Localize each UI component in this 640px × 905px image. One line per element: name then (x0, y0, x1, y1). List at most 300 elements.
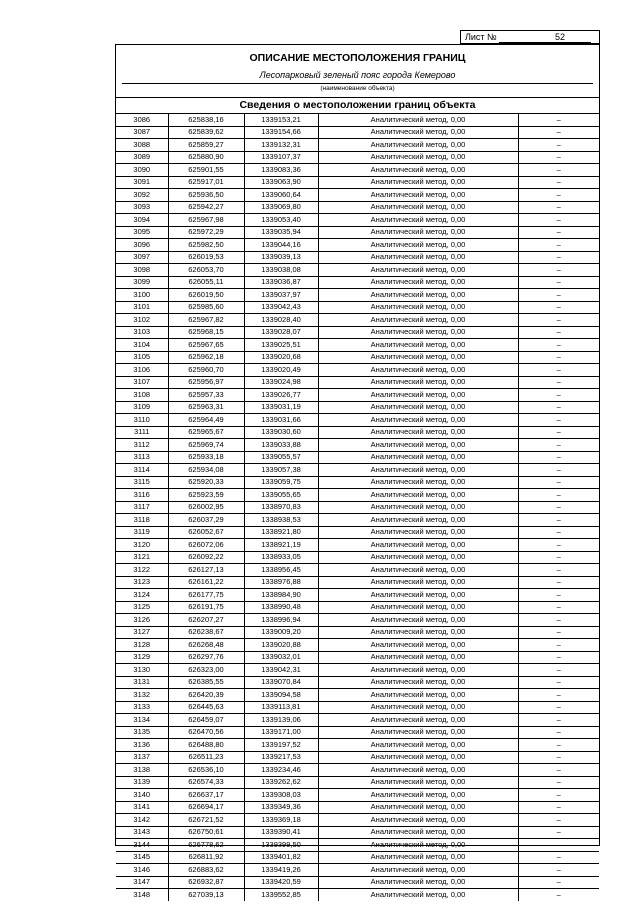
x-coordinate-cell: 625982,50 (168, 239, 244, 252)
method-accuracy-cell: Аналитический метод, 0,00 (318, 426, 518, 439)
description-cell: – (518, 626, 599, 639)
description-cell: – (518, 289, 599, 302)
method-accuracy-cell: Аналитический метод, 0,00 (318, 326, 518, 339)
x-coordinate-cell: 626385,55 (168, 676, 244, 689)
method-accuracy-cell: Аналитический метод, 0,00 (318, 176, 518, 189)
table-row (116, 789, 599, 802)
x-coordinate-cell: 625901,55 (168, 164, 244, 177)
point-number-cell: 3122 (116, 564, 168, 577)
y-coordinate-cell: 1339349,36 (244, 801, 318, 814)
y-coordinate-cell: 1339139,06 (244, 714, 318, 727)
x-coordinate-cell: 626002,95 (168, 501, 244, 514)
y-coordinate-cell: 1338970,83 (244, 501, 318, 514)
y-coordinate-cell: 1339028,40 (244, 314, 318, 327)
method-accuracy-cell: Аналитический метод, 0,00 (318, 876, 518, 889)
x-coordinate-cell: 625838,16 (168, 114, 244, 126)
point-number-cell: 3131 (116, 676, 168, 689)
table-row (116, 376, 599, 389)
method-accuracy-cell: Аналитический метод, 0,00 (318, 539, 518, 552)
x-coordinate-cell: 626092,22 (168, 551, 244, 564)
point-number-cell: 3137 (116, 751, 168, 764)
point-number-cell: 3109 (116, 401, 168, 414)
x-coordinate-cell: 626127,13 (168, 564, 244, 577)
x-coordinate-cell: 625880,90 (168, 151, 244, 164)
y-coordinate-cell: 1339036,87 (244, 276, 318, 289)
table-row (116, 214, 599, 227)
table-row (116, 526, 599, 539)
table-row (116, 476, 599, 489)
point-number-cell: 3105 (116, 351, 168, 364)
point-number-cell: 3123 (116, 576, 168, 589)
table-row (116, 326, 599, 339)
y-coordinate-cell: 1338984,90 (244, 589, 318, 602)
x-coordinate-cell: 625936,50 (168, 189, 244, 202)
x-coordinate-cell: 625965,67 (168, 426, 244, 439)
description-cell: – (518, 676, 599, 689)
description-cell: – (518, 389, 599, 402)
x-coordinate-cell: 625969,74 (168, 439, 244, 452)
description-cell: – (518, 589, 599, 602)
x-coordinate-cell: 625839,62 (168, 126, 244, 139)
description-cell: – (518, 351, 599, 364)
description-cell: – (518, 114, 599, 126)
method-accuracy-cell: Аналитический метод, 0,00 (318, 639, 518, 652)
y-coordinate-cell: 1339044,16 (244, 239, 318, 252)
method-accuracy-cell: Аналитический метод, 0,00 (318, 514, 518, 527)
method-accuracy-cell: Аналитический метод, 0,00 (318, 864, 518, 877)
method-accuracy-cell: Аналитический метод, 0,00 (318, 214, 518, 227)
x-coordinate-cell: 626721,52 (168, 814, 244, 827)
method-accuracy-cell: Аналитический метод, 0,00 (318, 139, 518, 152)
description-cell: – (518, 164, 599, 177)
description-cell: – (518, 514, 599, 527)
table-row (116, 851, 599, 864)
x-coordinate-cell: 626037,29 (168, 514, 244, 527)
x-coordinate-cell: 626536,10 (168, 764, 244, 777)
x-coordinate-cell: 626445,63 (168, 701, 244, 714)
method-accuracy-cell: Аналитический метод, 0,00 (318, 576, 518, 589)
point-number-cell: 3103 (116, 326, 168, 339)
table-row (116, 301, 599, 314)
method-accuracy-cell: Аналитический метод, 0,00 (318, 789, 518, 802)
x-coordinate-cell: 626778,62 (168, 839, 244, 852)
y-coordinate-cell: 1339009,20 (244, 626, 318, 639)
point-number-cell: 3099 (116, 276, 168, 289)
table-row (116, 689, 599, 702)
description-cell: – (518, 476, 599, 489)
description-cell: – (518, 276, 599, 289)
table-row (116, 501, 599, 514)
object-name-underline (122, 83, 593, 84)
table-row (116, 614, 599, 627)
table-row (116, 551, 599, 564)
y-coordinate-cell: 1338956,45 (244, 564, 318, 577)
x-coordinate-cell: 626072,06 (168, 539, 244, 552)
y-coordinate-cell: 1338938,53 (244, 514, 318, 527)
description-cell: – (518, 451, 599, 464)
x-coordinate-cell: 625964,49 (168, 414, 244, 427)
x-coordinate-cell: 625957,33 (168, 389, 244, 402)
method-accuracy-cell: Аналитический метод, 0,00 (318, 714, 518, 727)
description-cell: – (518, 601, 599, 614)
x-coordinate-cell: 626019,53 (168, 251, 244, 264)
x-coordinate-cell: 626268,48 (168, 639, 244, 652)
y-coordinate-cell: 1339217,53 (244, 751, 318, 764)
description-cell: – (518, 739, 599, 752)
description-cell: – (518, 539, 599, 552)
point-number-cell: 3110 (116, 414, 168, 427)
table-row (116, 676, 599, 689)
description-cell: – (518, 751, 599, 764)
y-coordinate-cell: 1339038,08 (244, 264, 318, 277)
point-number-cell: 3113 (116, 451, 168, 464)
y-coordinate-cell: 1339399,50 (244, 839, 318, 852)
object-name-caption: (наименование объекта) (320, 85, 395, 92)
y-coordinate-cell: 1339070,84 (244, 676, 318, 689)
point-number-cell: 3100 (116, 289, 168, 302)
method-accuracy-cell: Аналитический метод, 0,00 (318, 226, 518, 239)
description-cell: – (518, 201, 599, 214)
description-cell: – (518, 651, 599, 664)
y-coordinate-cell: 1339032,01 (244, 651, 318, 664)
method-accuracy-cell: Аналитический метод, 0,00 (318, 776, 518, 789)
point-number-cell: 3115 (116, 476, 168, 489)
x-coordinate-cell: 625985,60 (168, 301, 244, 314)
y-coordinate-cell: 1339069,80 (244, 201, 318, 214)
x-coordinate-cell: 625920,33 (168, 476, 244, 489)
table-row (116, 464, 599, 477)
description-cell: – (518, 714, 599, 727)
method-accuracy-cell: Аналитический метод, 0,00 (318, 389, 518, 402)
x-coordinate-cell: 626177,75 (168, 589, 244, 602)
x-coordinate-cell: 626053,70 (168, 264, 244, 277)
method-accuracy-cell: Аналитический метод, 0,00 (318, 264, 518, 277)
table-row (116, 514, 599, 527)
sheet-number-box (460, 30, 600, 44)
x-coordinate-cell: 626488,80 (168, 739, 244, 752)
point-number-cell: 3142 (116, 814, 168, 827)
x-coordinate-cell: 625962,18 (168, 351, 244, 364)
method-accuracy-cell: Аналитический метод, 0,00 (318, 414, 518, 427)
description-cell: – (518, 376, 599, 389)
point-number-cell: 3104 (116, 339, 168, 352)
description-cell: – (518, 489, 599, 502)
table-row (116, 601, 599, 614)
point-number-cell: 3125 (116, 601, 168, 614)
description-cell: – (518, 139, 599, 152)
description-cell: – (518, 776, 599, 789)
method-accuracy-cell: Аналитический метод, 0,00 (318, 701, 518, 714)
description-cell: – (518, 876, 599, 889)
y-coordinate-cell: 1339390,41 (244, 826, 318, 839)
y-coordinate-cell: 1338996,94 (244, 614, 318, 627)
description-cell: – (518, 564, 599, 577)
point-number-cell: 3092 (116, 189, 168, 202)
table-row (116, 726, 599, 739)
point-number-cell: 3124 (116, 589, 168, 602)
point-number-cell: 3127 (116, 626, 168, 639)
coordinates-table (116, 114, 599, 901)
table-row (116, 364, 599, 377)
table-row (116, 226, 599, 239)
x-coordinate-cell: 625967,82 (168, 314, 244, 327)
table-row (116, 264, 599, 277)
method-accuracy-cell: Аналитический метод, 0,00 (318, 376, 518, 389)
y-coordinate-cell: 1339197,52 (244, 739, 318, 752)
table-row (116, 139, 599, 152)
description-cell: – (518, 789, 599, 802)
y-coordinate-cell: 1339028,07 (244, 326, 318, 339)
point-number-cell: 3146 (116, 864, 168, 877)
y-coordinate-cell: 1339025,51 (244, 339, 318, 352)
description-cell: – (518, 401, 599, 414)
x-coordinate-cell: 625960,70 (168, 364, 244, 377)
x-coordinate-cell: 626750,61 (168, 826, 244, 839)
table-row (116, 351, 599, 364)
method-accuracy-cell: Аналитический метод, 0,00 (318, 526, 518, 539)
x-coordinate-cell: 625972,29 (168, 226, 244, 239)
table-row (116, 314, 599, 327)
coordinates-table-body (116, 114, 599, 901)
table-row (116, 589, 599, 602)
document-title: ОПИСАНИЕ МЕСТОПОЛОЖЕНИЯ ГРАНИЦ (249, 52, 466, 64)
description-cell: – (556, 889, 561, 899)
y-coordinate-cell: 1338933,05 (244, 551, 318, 564)
x-coordinate-cell: 626207,27 (168, 614, 244, 627)
y-coordinate-cell: 1339113,81 (244, 701, 318, 714)
point-number-cell: 3139 (116, 776, 168, 789)
point-number-cell: 3095 (116, 226, 168, 239)
point-number-cell: 3089 (116, 151, 168, 164)
method-accuracy-cell: Аналитический метод, 0,00 (318, 589, 518, 602)
y-coordinate-cell: 1339060,64 (244, 189, 318, 202)
table-row (116, 189, 599, 202)
method-accuracy-cell: Аналитический метод, 0,00 (318, 476, 518, 489)
table-row (116, 176, 599, 189)
x-coordinate-cell: 625934,08 (168, 464, 244, 477)
description-cell: – (518, 339, 599, 352)
description-cell: – (518, 839, 599, 852)
y-coordinate-cell: 1338921,80 (244, 526, 318, 539)
method-accuracy-cell: Аналитический метод, 0,00 (318, 401, 518, 414)
method-accuracy-cell: Аналитический метод, 0,00 (318, 564, 518, 577)
point-number-cell: 3118 (116, 514, 168, 527)
method-accuracy-cell: Аналитический метод, 0,00 (318, 126, 518, 139)
x-coordinate-cell: 625923,59 (168, 489, 244, 502)
point-number-cell: 3106 (116, 364, 168, 377)
x-coordinate-cell: 625967,65 (168, 339, 244, 352)
description-cell: – (518, 176, 599, 189)
description-cell: – (518, 126, 599, 139)
method-accuracy-cell: Аналитический метод, 0,00 (318, 339, 518, 352)
y-coordinate-cell: 1339031,19 (244, 401, 318, 414)
x-coordinate-cell: 627039,13 (168, 889, 244, 901)
table-row (116, 401, 599, 414)
method-accuracy-cell: Аналитический метод, 0,00 (318, 314, 518, 327)
description-cell: – (518, 701, 599, 714)
y-coordinate-cell: 1339020,49 (244, 364, 318, 377)
method-accuracy-cell: Аналитический метод, 0,00 (318, 464, 518, 477)
table-row (116, 876, 599, 889)
point-number-cell: 3145 (116, 851, 168, 864)
y-coordinate-cell: 1339369,18 (244, 814, 318, 827)
point-number-cell: 3108 (116, 389, 168, 402)
sheet-number: 52 (555, 32, 566, 42)
x-coordinate-cell: 625917,01 (168, 176, 244, 189)
y-coordinate-cell: 1339030,60 (244, 426, 318, 439)
table-row (116, 739, 599, 752)
table-row (116, 889, 599, 901)
description-cell: – (518, 364, 599, 377)
description-cell: – (518, 189, 599, 202)
description-cell: – (518, 264, 599, 277)
description-cell: – (518, 214, 599, 227)
table-row (116, 826, 599, 839)
table-row (116, 114, 599, 126)
y-coordinate-cell: 1339037,97 (244, 289, 318, 302)
description-cell: – (518, 614, 599, 627)
table-row (116, 289, 599, 302)
description-cell: – (518, 689, 599, 702)
point-number-cell: 3114 (116, 464, 168, 477)
table-row (116, 664, 599, 677)
table-row (116, 839, 599, 852)
method-accuracy-cell: Аналитический метод, 0,00 (318, 664, 518, 677)
x-coordinate-cell: 626420,39 (168, 689, 244, 702)
x-coordinate-cell: 626297,76 (168, 651, 244, 664)
y-coordinate-cell: 1339055,57 (244, 451, 318, 464)
point-number-cell: 3116 (116, 489, 168, 502)
y-coordinate-cell: 1339042,31 (244, 664, 318, 677)
y-coordinate-cell: 1339035,94 (244, 226, 318, 239)
description-cell: – (518, 151, 599, 164)
y-coordinate-cell: 1339033,88 (244, 439, 318, 452)
point-number-cell: 3144 (116, 839, 168, 852)
description-cell: – (518, 551, 599, 564)
y-coordinate-cell: 1339154,66 (244, 126, 318, 139)
y-coordinate-cell: 1339107,37 (244, 151, 318, 164)
method-accuracy-cell: Аналитический метод, 0,00 (318, 814, 518, 827)
point-number-cell: 3111 (116, 426, 168, 439)
description-cell: – (518, 414, 599, 427)
y-coordinate-cell: 1339039,13 (244, 251, 318, 264)
table-row (116, 239, 599, 252)
point-number-cell: 3117 (116, 501, 168, 514)
y-coordinate-cell: 1339024,98 (244, 376, 318, 389)
table-row (116, 451, 599, 464)
table-row (116, 701, 599, 714)
table-row (116, 276, 599, 289)
table-row (116, 426, 599, 439)
method-accuracy-cell: Аналитический метод, 0,00 (318, 364, 518, 377)
description-cell: – (518, 426, 599, 439)
method-accuracy-cell: Аналитический метод, 0,00 (318, 826, 518, 839)
y-coordinate-cell: 1338921,19 (244, 539, 318, 552)
method-accuracy-cell: Аналитический метод, 0,00 (318, 501, 518, 514)
table-row (116, 539, 599, 552)
x-coordinate-cell: 626161,22 (168, 576, 244, 589)
table-row (116, 801, 599, 814)
description-cell: – (518, 814, 599, 827)
method-accuracy-cell: Аналитический метод, 0,00 (318, 251, 518, 264)
x-coordinate-cell: 626574,33 (168, 776, 244, 789)
table-row (116, 864, 599, 877)
point-number-cell: 3147 (116, 876, 168, 889)
x-coordinate-cell: 625942,27 (168, 201, 244, 214)
y-coordinate-cell: 1339420,59 (244, 876, 318, 889)
point-number-cell: 3102 (116, 314, 168, 327)
point-number-cell: 3133 (116, 701, 168, 714)
point-number-cell: 3088 (116, 139, 168, 152)
y-coordinate-cell: 1338990,48 (244, 601, 318, 614)
method-accuracy-cell: Аналитический метод, 0,00 (318, 151, 518, 164)
x-coordinate-cell: 626883,62 (168, 864, 244, 877)
y-coordinate-cell: 1339026,77 (244, 389, 318, 402)
point-number-cell: 3098 (116, 264, 168, 277)
point-number-cell: 3138 (116, 764, 168, 777)
object-name: Лесопарковый зеленый пояс города Кемерово (259, 70, 456, 80)
y-coordinate-cell: 1339234,46 (244, 764, 318, 777)
point-number-cell: 3112 (116, 439, 168, 452)
point-number-cell: 3132 (116, 689, 168, 702)
table-row (116, 151, 599, 164)
point-number-cell: 3130 (116, 664, 168, 677)
point-number-cell: 3119 (116, 526, 168, 539)
x-coordinate-cell: 626019,50 (168, 289, 244, 302)
y-coordinate-cell: 1339419,26 (244, 864, 318, 877)
point-number-cell: 3143 (116, 826, 168, 839)
y-coordinate-cell: 1339401,82 (244, 851, 318, 864)
table-row (116, 764, 599, 777)
method-accuracy-cell: Аналитический метод, 0,00 (318, 239, 518, 252)
description-cell: – (518, 226, 599, 239)
y-coordinate-cell: 1339171,00 (244, 726, 318, 739)
point-number-cell: 3086 (116, 114, 168, 126)
y-coordinate-cell: 1339053,40 (244, 214, 318, 227)
y-coordinate-cell: 1339020,68 (244, 351, 318, 364)
point-number-cell: 3090 (116, 164, 168, 177)
y-coordinate-cell: 1339083,36 (244, 164, 318, 177)
description-cell: – (518, 851, 599, 864)
method-accuracy-cell: Аналитический метод, 0,00 (318, 726, 518, 739)
x-coordinate-cell: 626459,07 (168, 714, 244, 727)
x-coordinate-cell: 626470,56 (168, 726, 244, 739)
x-coordinate-cell: 625956,97 (168, 376, 244, 389)
method-accuracy-cell: Аналитический метод, 0,00 (318, 689, 518, 702)
table-row (116, 164, 599, 177)
table-row (116, 489, 599, 502)
point-number-cell: 3091 (116, 176, 168, 189)
method-accuracy-cell: Аналитический метод, 0,00 (318, 451, 518, 464)
method-accuracy-cell: Аналитический метод, 0,00 (318, 276, 518, 289)
point-number-cell: 3121 (116, 551, 168, 564)
method-accuracy-cell: Аналитический метод, 0,00 (318, 164, 518, 177)
table-row (116, 639, 599, 652)
point-number-cell: 3120 (116, 539, 168, 552)
description-cell: – (518, 301, 599, 314)
description-cell: – (518, 314, 599, 327)
section-title: Сведения о местоположении границ объекта (116, 97, 599, 114)
document-frame (115, 44, 600, 899)
table-row (116, 626, 599, 639)
point-number-cell: 3107 (116, 376, 168, 389)
y-coordinate-cell: 1339059,75 (244, 476, 318, 489)
table-row (116, 651, 599, 664)
method-accuracy-cell: Аналитический метод, 0,00 (318, 651, 518, 664)
method-accuracy-cell: Аналитический метод, 0,00 (318, 851, 518, 864)
x-coordinate-cell: 625933,18 (168, 451, 244, 464)
y-coordinate-cell: 1339031,66 (244, 414, 318, 427)
